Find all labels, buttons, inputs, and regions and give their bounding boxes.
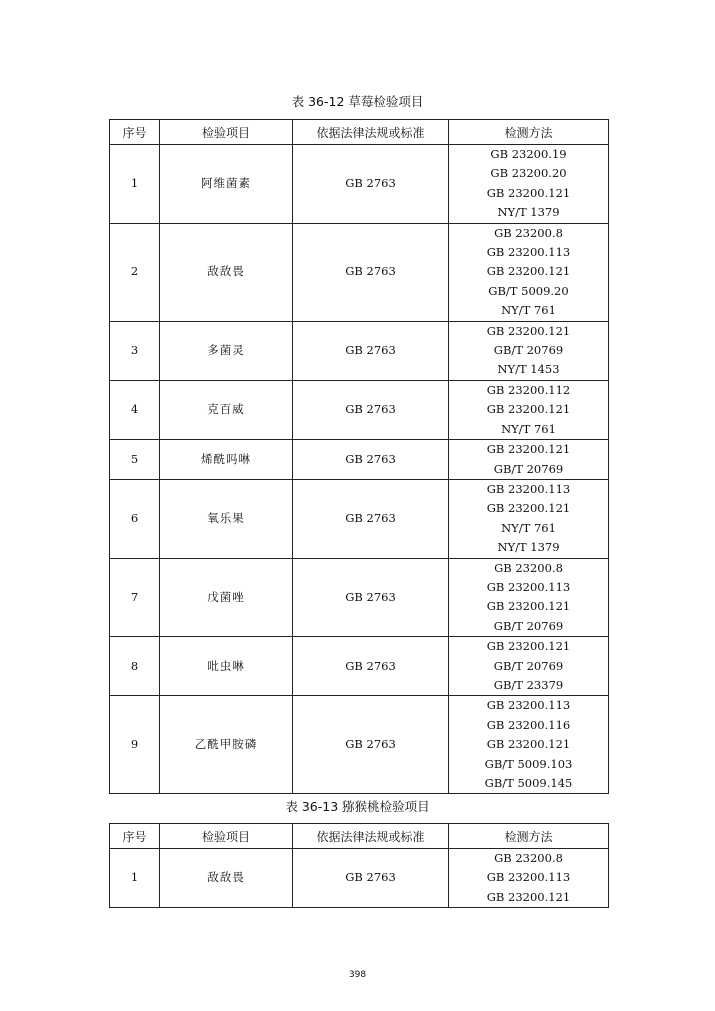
table-row (110, 849, 609, 908)
serial-no-cell: 1 (110, 849, 160, 908)
header-standard: 依据法律法规或标准 (293, 824, 449, 849)
test-method-entry: GB 23200.113 (486, 870, 571, 885)
test-method-cell (449, 380, 609, 439)
standard-cell: GB 2763 (293, 479, 449, 558)
standard-cell: GB 2763 (293, 696, 449, 794)
test-method-entry: NY/T 1453 (497, 362, 560, 377)
table-row (110, 637, 609, 696)
standard-cell: GB 2763 (293, 849, 449, 908)
test-method-entry: GB/T 5009.145 (484, 776, 573, 790)
inspection-item-cell: 阿维菌素 (160, 145, 293, 224)
test-method-entry: GB 23200.121 (486, 889, 571, 904)
test-method-entry: GB 23200.121 (486, 402, 571, 417)
serial-no-cell: 9 (110, 696, 160, 794)
header-serial-no: 序号 (110, 824, 160, 849)
table-row (110, 223, 609, 321)
test-method-entry: GB/T 20769 (493, 618, 564, 633)
inspection-item-cell: 敌敌畏 (160, 223, 293, 321)
test-method-entry: NY/T 1379 (497, 205, 560, 220)
serial-no-cell: 1 (110, 145, 160, 224)
table-row (110, 479, 609, 558)
serial-no-cell: 7 (110, 558, 160, 637)
test-method-entry: GB 23200.19 (490, 147, 567, 161)
header-inspection-item: 检验项目 (160, 824, 293, 849)
test-method-entry: GB 23200.116 (486, 717, 571, 732)
header-serial-no: 序号 (110, 120, 160, 145)
test-method-entry: GB 23200.112 (486, 382, 571, 397)
table-row (110, 380, 609, 439)
table-row (110, 440, 609, 480)
inspection-item-cell: 烯酰吗啉 (160, 440, 293, 480)
test-method-cell (449, 440, 609, 480)
table-row (110, 321, 609, 380)
table-header-row (110, 824, 609, 849)
test-method-entry: GB/T 5009.103 (484, 756, 573, 771)
table-row (110, 145, 609, 224)
test-method-cell (449, 558, 609, 637)
header-test-method: 检测方法 (449, 120, 609, 145)
header-standard: 依据法律法规或标准 (293, 120, 449, 145)
serial-no-cell: 2 (110, 223, 160, 321)
standard-cell: GB 2763 (293, 637, 449, 696)
serial-no-cell: 5 (110, 440, 160, 480)
serial-no-cell: 6 (110, 479, 160, 558)
test-method-entry: GB 23200.121 (486, 185, 571, 200)
test-method-cell (449, 479, 609, 558)
serial-no-cell: 8 (110, 637, 160, 696)
test-method-entry: GB/T 20769 (493, 461, 564, 476)
test-method-cell (449, 637, 609, 696)
inspection-item-cell: 戊菌唑 (160, 558, 293, 637)
table-row (110, 696, 609, 794)
inspection-item-cell: 氧乐果 (160, 479, 293, 558)
inspection-item-cell: 克百威 (160, 380, 293, 439)
inspection-item-cell: 多菌灵 (160, 321, 293, 380)
test-method-entry: GB 23200.121 (486, 442, 571, 457)
test-method-cell (449, 145, 609, 224)
table-body (110, 145, 609, 794)
test-method-entry: GB 23200.113 (486, 579, 571, 594)
inspection-item-cell: 乙酰甲胺磷 (160, 696, 293, 794)
test-method-entry: GB 23200.121 (486, 323, 571, 338)
test-method-entry: NY/T 1379 (497, 540, 560, 555)
standard-cell: GB 2763 (293, 321, 449, 380)
inspection-table-kiwifruit (109, 823, 609, 908)
test-method-entry: GB 23200.8 (494, 851, 563, 865)
test-method-entry: GB/T 5009.20 (488, 283, 569, 298)
test-method-entry: GB/T 20769 (493, 343, 564, 358)
standard-cell: GB 2763 (293, 440, 449, 480)
test-method-entry: NY/T 761 (501, 520, 556, 535)
table-caption: 表 36-13 猕猴桃检验项目 (285, 799, 430, 814)
standard-cell: GB 2763 (293, 145, 449, 224)
test-method-entry: GB 23200.8 (494, 225, 563, 240)
table-body (110, 849, 609, 908)
page-number: 398 (348, 970, 367, 980)
test-method-cell (449, 849, 609, 908)
serial-no-cell: 4 (110, 380, 160, 439)
test-method-cell (449, 223, 609, 321)
inspection-item-cell: 敌敌畏 (160, 849, 293, 908)
table-header-row (110, 120, 609, 145)
test-method-entry: GB 23200.121 (486, 599, 571, 614)
standard-cell: GB 2763 (293, 380, 449, 439)
test-method-entry: GB 23200.113 (486, 698, 571, 713)
serial-no-cell: 3 (110, 321, 160, 380)
test-method-entry: GB/T 20769 (493, 658, 564, 673)
test-method-entry: GB 23200.121 (486, 639, 571, 654)
table-row (110, 558, 609, 637)
test-method-cell (449, 321, 609, 380)
test-method-entry: GB 23200.113 (486, 481, 571, 496)
inspection-table-strawberry (109, 119, 609, 794)
test-method-entry: GB/T 23379 (493, 677, 564, 692)
test-method-entry: GB 23200.8 (494, 560, 563, 575)
header-inspection-item: 检验项目 (160, 120, 293, 145)
inspection-item-cell: 吡虫啉 (160, 637, 293, 696)
test-method-cell (449, 696, 609, 794)
test-method-entry: GB 23200.113 (486, 245, 571, 260)
test-method-entry: NY/T 761 (501, 303, 556, 318)
standard-cell: GB 2763 (293, 223, 449, 321)
test-method-entry: NY/T 761 (501, 421, 556, 436)
test-method-entry: GB 23200.121 (486, 501, 571, 516)
test-method-entry: GB 23200.121 (486, 737, 571, 752)
test-method-entry: GB 23200.20 (490, 166, 567, 181)
standard-cell: GB 2763 (293, 558, 449, 637)
test-method-entry: GB 23200.121 (486, 264, 571, 279)
table-caption: 表 36-12 草莓检验项目 (291, 94, 424, 109)
header-test-method: 检测方法 (449, 824, 609, 849)
